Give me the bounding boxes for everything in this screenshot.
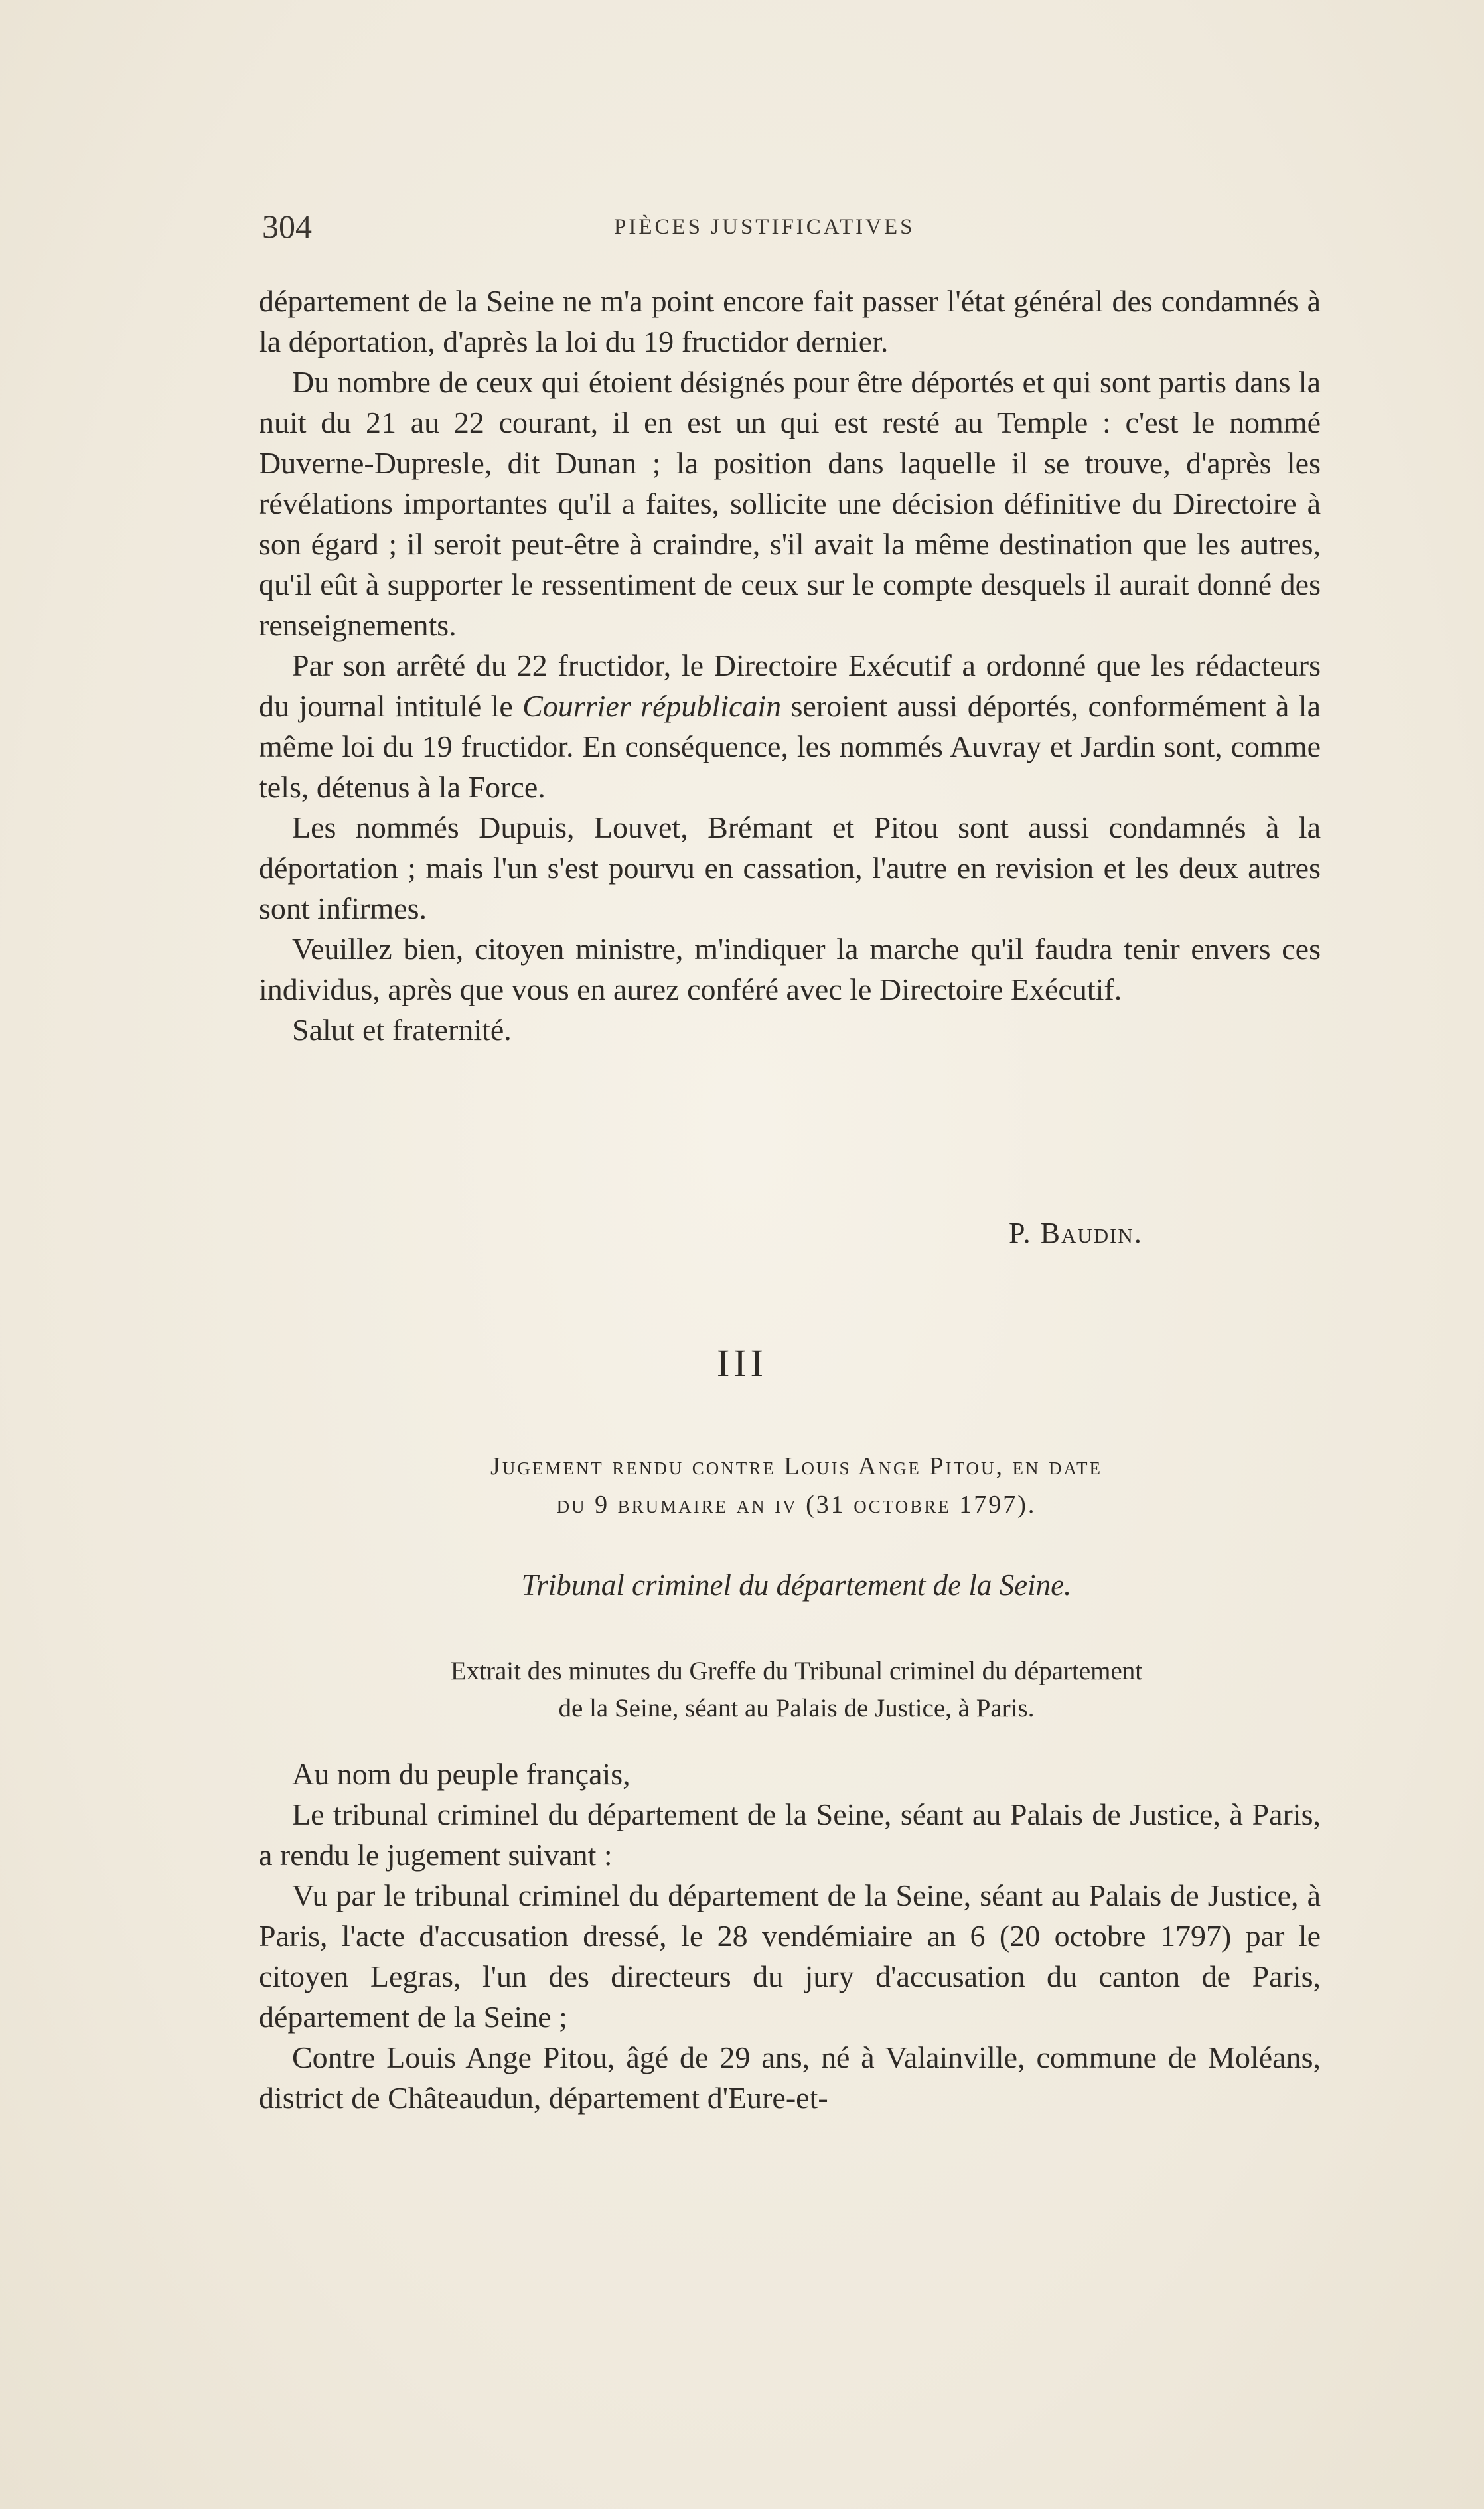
extract-heading — [292, 1653, 1301, 1727]
extract-line-1: Extrait des minutes du Greffe du Tribunal criminel du département — [450, 1657, 1143, 1685]
paragraph: Veuillez bien, citoyen ministre, m'indiquer la marche qu'il faudra tenir envers ces individus, après que vous en aurez conféré avec le Directoire Exécutif. — [259, 932, 1321, 1006]
paragraph: Contre Louis Ange Pitou, âgé de 29 ans, né à Valainville, commune de Moléans, district de Châteaudun, département d'Eure-et- — [259, 2040, 1321, 2115]
document-title-line-2: du 9 brumaire an iv (31 octobre 1797). — [556, 1491, 1037, 1519]
paragraph: département de la Seine ne m'a point encore fait passer l'état général des condamnés à la déportation, d'après la loi du 19 fructidor dernier. — [259, 284, 1321, 358]
journal-title: Courrier républicain — [522, 689, 782, 723]
document-title-line-1: Jugement rendu contre Louis Ange Pitou, en date — [490, 1452, 1102, 1480]
judgment-body — [259, 1754, 1321, 2118]
letter-body — [259, 281, 1321, 1050]
paragraph: Les nommés Dupuis, Louvet, Brémant et Pitou sont aussi condamnés à la déportation ; mais l'un s'est pourvu en cassation, l'autre en revision et les deux autres sont infirmes. — [259, 810, 1321, 925]
paragraph: Le tribunal criminel du département de la Seine, séant au Palais de Justice, à Paris, a rendu le jugement suivant : — [259, 1797, 1321, 1872]
closing-salutation: Salut et fraternité. — [292, 1013, 512, 1047]
document-title — [265, 1447, 1327, 1524]
paragraph: Du nombre de ceux qui étoient désignés pour être déportés et qui sont partis dans la nuit du 21 au 22 courant, il en est un qui est resté au Temple : c'est le nommé Duverne-Dupresle, dit Dunan ; la position dans laquelle il se trouve, d'après les révélations importantes qu'il a faites, sollicite une décision définitive du Directoire à son égard ; il seroit peut-être à craindre, s'il avait la même destination que les autres, qu'il eût à supporter le ressentiment de ceux sur le compte desquels il aurait donné des renseignements. — [259, 365, 1321, 642]
signature: P. Baudin. — [1009, 1217, 1143, 1249]
page-number: 304 — [262, 208, 312, 245]
paragraph-arrete — [259, 645, 1321, 807]
paragraph: Vu par le tribunal criminel du département de la Seine, séant au Palais de Justice, à Paris, l'acte d'accusation dressé, le 28 vendémiaire an 6 (20 octobre 1797) par le citoyen Legras, l'un des directeurs du jury d'accusation du canton de Paris, département de la Seine ; — [259, 1878, 1321, 2034]
section-number: III — [717, 1341, 767, 1385]
tribunal-heading: Tribunal criminel du département de la Seine. — [521, 1568, 1072, 1602]
arrete-text-after: seroient aussi déportés, conformément à la même loi du 19 fructidor. En conséquence, les nommés Auvray et Jardin sont, comme tels, détenus à la Force. — [259, 689, 1321, 804]
arrete-text-before: Par son arrêté du 22 fructidor, le Directoire Exécutif a ordonné que les rédacteurs du journal intitulé le — [259, 648, 1321, 723]
running-head: PIÈCES JUSTIFICATIVES — [614, 215, 915, 239]
extract-line-2: de la Seine, séant au Palais de Justice, à Paris. — [558, 1694, 1035, 1722]
page-header — [262, 207, 1324, 247]
paragraph: Au nom du peuple français, — [292, 1757, 631, 1791]
